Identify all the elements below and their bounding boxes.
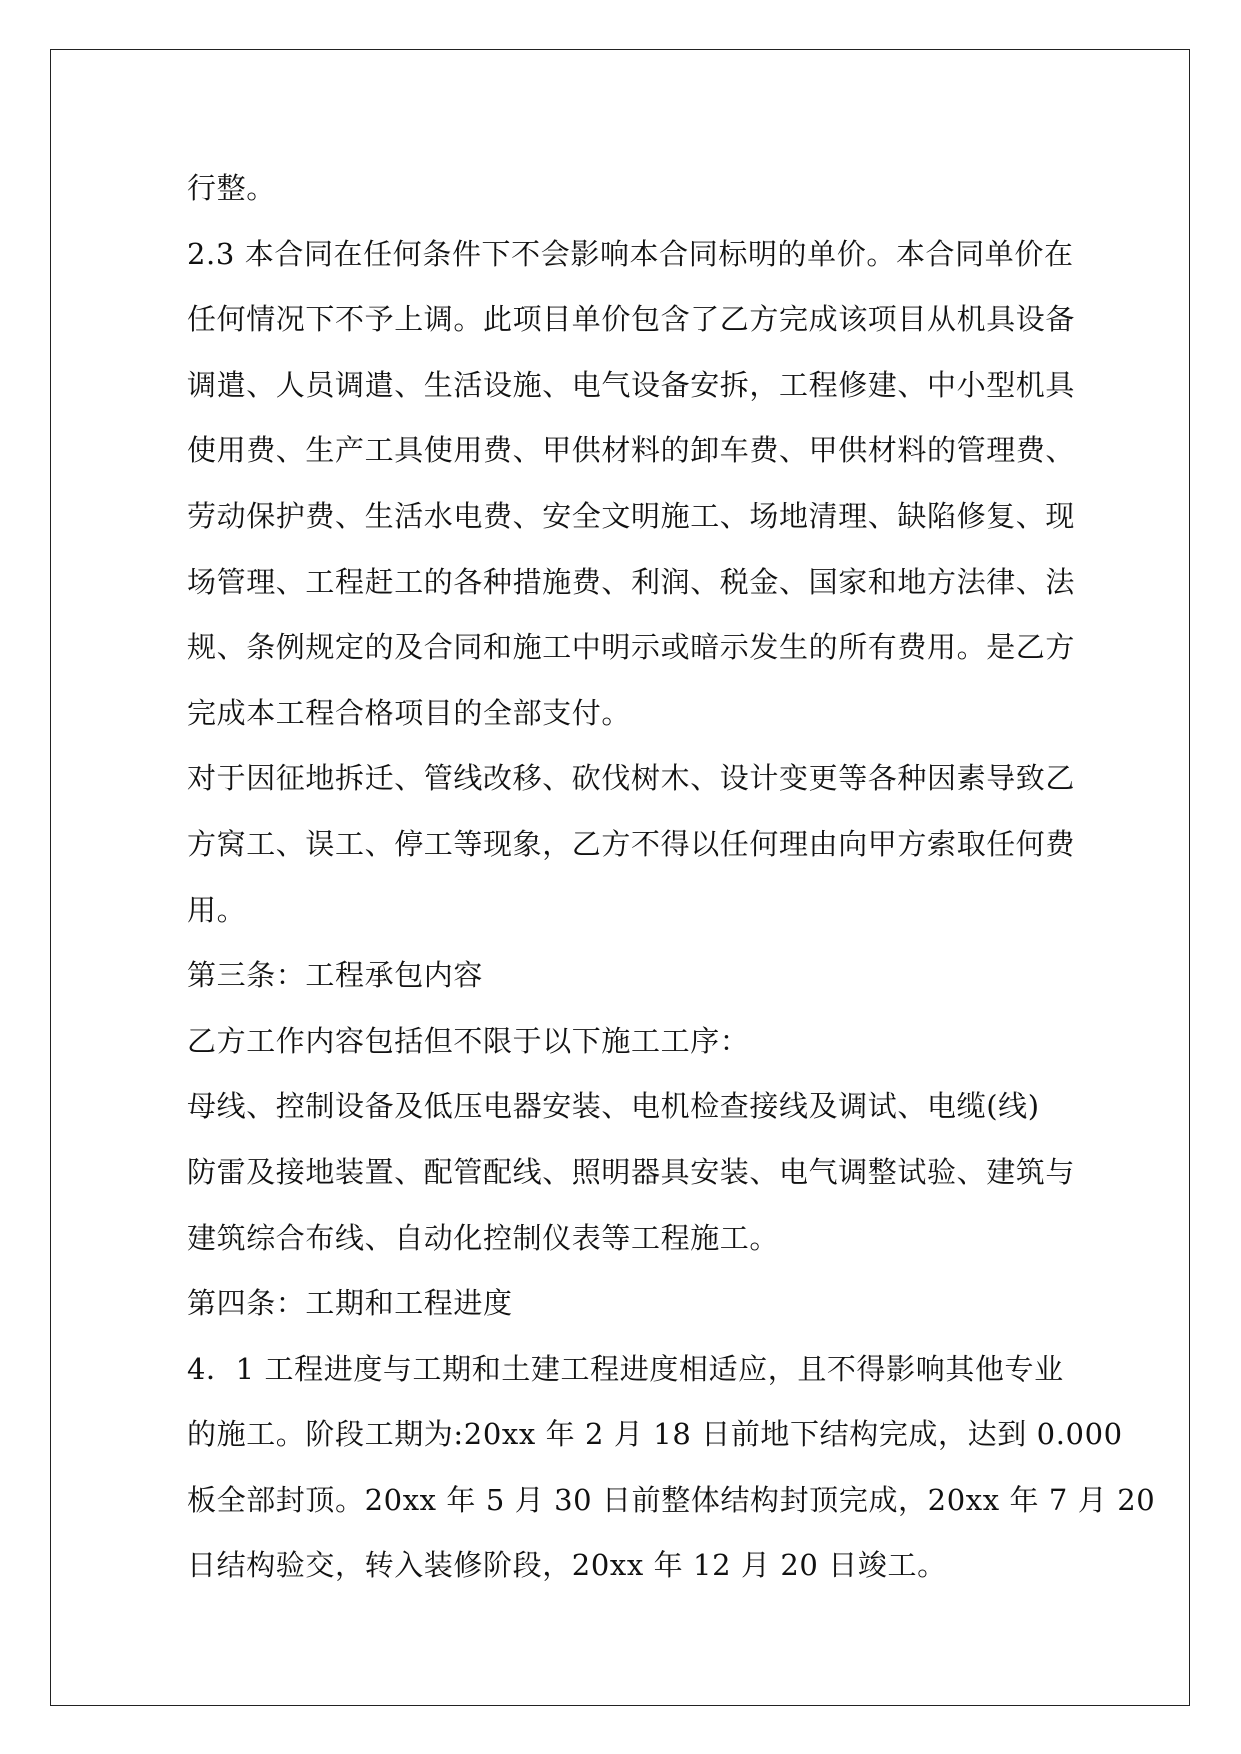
text-line: 建筑综合布线、自动化控制仪表等工程施工。	[187, 1220, 780, 1255]
text-line: 母线、控制设备及低压电器安装、电机检查接线及调试、电缆(线)	[187, 1089, 1040, 1124]
text-line: 对于因征地拆迁、管线改移、砍伐树木、设计变更等各种因素导致乙	[187, 761, 1076, 796]
text-line: 场管理、工程赶工的各种措施费、利润、税金、国家和地方法律、法	[187, 564, 1076, 599]
text-line: 行整。	[187, 171, 276, 205]
text-line: 的施工。阶段工期为:20xx 年 2 月 18 日前地下结构完成，达到 0.000	[187, 1417, 1123, 1452]
text-line: 防雷及接地装置、配管配线、照明器具安装、电气调整试验、建筑与	[187, 1154, 1076, 1189]
text-line: 规、条例规定的及合同和施工中明示或暗示发生的所有费用。是乙方	[187, 630, 1076, 665]
text-line: 劳动保护费、生活水电费、安全文明施工、场地清理、缺陷修复、现	[187, 498, 1076, 533]
section-heading-article-3: 第三条：工程承包内容	[187, 958, 484, 993]
section-heading-article-4: 第四条：工期和工程进度	[187, 1286, 513, 1321]
text-line: 用。	[187, 892, 247, 927]
document-body	[187, 156, 1156, 1599]
text-line: 任何情况下不予上调。此项目单价包含了乙方完成该项目从机具设备	[187, 302, 1076, 337]
text-line: 完成本工程合格项目的全部支付。	[187, 695, 632, 730]
clause-2-3-line: 2.3 本合同在任何条件下不会影响本合同标明的单价。本合同单价在	[187, 236, 1074, 271]
text-line: 使用费、生产工具使用费、甲供材料的卸车费、甲供材料的管理费、	[187, 433, 1076, 468]
text-line: 调遣、人员调遣、生活设施、电气设备安拆，工程修建、中小型机具	[187, 367, 1076, 402]
text-line: 乙方工作内容包括但不限于以下施工工序：	[187, 1023, 750, 1058]
text-line: 日结构验交，转入装修阶段，20xx 年 12 月 20 日竣工。	[187, 1548, 947, 1583]
text-line: 板全部封顶。20xx 年 5 月 30 日前整体结构封顶完成，20xx 年 7 月 20	[187, 1482, 1156, 1517]
text-line: 方窝工、误工、停工等现象，乙方不得以任何理由向甲方索取任何费	[187, 826, 1076, 861]
clause-4-1-line: 4．1 工程进度与工期和土建工程进度相适应，且不得影响其他专业	[187, 1351, 1064, 1386]
